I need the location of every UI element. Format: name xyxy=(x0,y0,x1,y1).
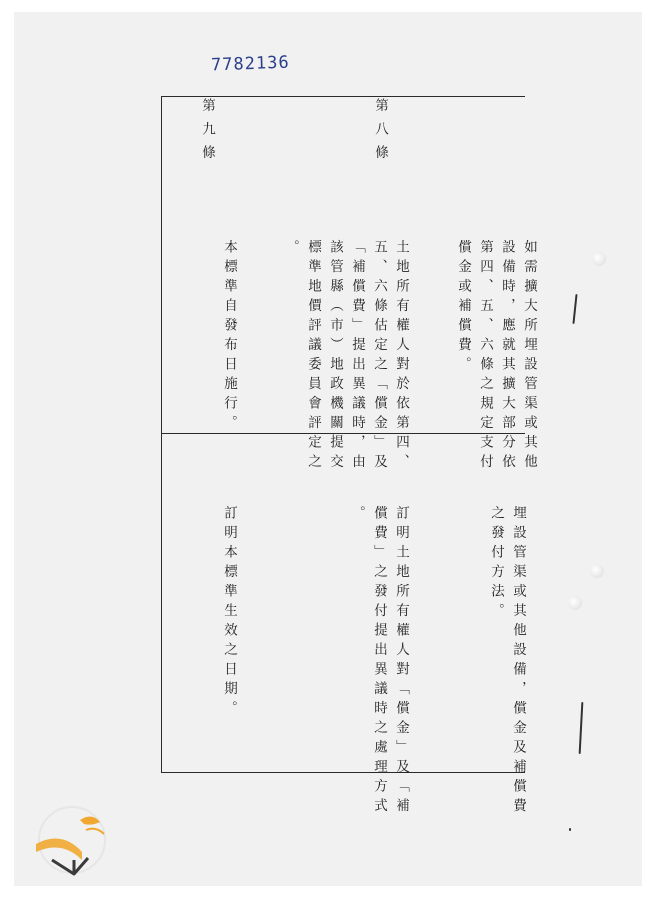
table-top-rule xyxy=(161,96,525,97)
article8-label: 第八條 xyxy=(372,98,388,169)
explanation-article7: 埋設管渠或其他設備，償金及補償費 之發付方法。 xyxy=(488,505,526,818)
article7-continuation: 如需擴大所埋設管渠或其他 設備時，應就其擴大部分依 第四、五、六條之規定支付 償金或補償費。 xyxy=(455,239,537,474)
document-number-stamp: 7782136 xyxy=(210,52,290,76)
archive-logo-icon xyxy=(22,800,114,880)
explanation-article8: 訂明土地所有權人對「償金」及「補 償費」之發付提出異議時之處理方式 。 xyxy=(349,505,409,818)
scanned-sheet xyxy=(14,12,642,886)
pencil-mark-3 xyxy=(569,828,571,831)
table-bottom-rule xyxy=(161,772,525,773)
punch-hole-1 xyxy=(592,252,606,266)
punch-hole-3 xyxy=(568,596,582,610)
pencil-mark-1 xyxy=(572,294,577,324)
table-left-rule xyxy=(161,96,162,772)
article9-text: 本標準自發布日施行。 xyxy=(221,239,237,435)
table-middle-rule xyxy=(161,433,525,434)
article8-text: 土地所有權人對於依第四、 五、六條估定之「償金」及 「補償費」提出異議時，由 該管縣（市）地政機關提交 標準地價評議委員會評定之 。 xyxy=(283,239,409,474)
article9-label: 第九條 xyxy=(199,98,215,169)
explanation-article9: 訂明本標準生效之日期。 xyxy=(221,505,237,721)
punch-hole-2 xyxy=(590,564,604,578)
pencil-mark-2 xyxy=(579,702,584,754)
